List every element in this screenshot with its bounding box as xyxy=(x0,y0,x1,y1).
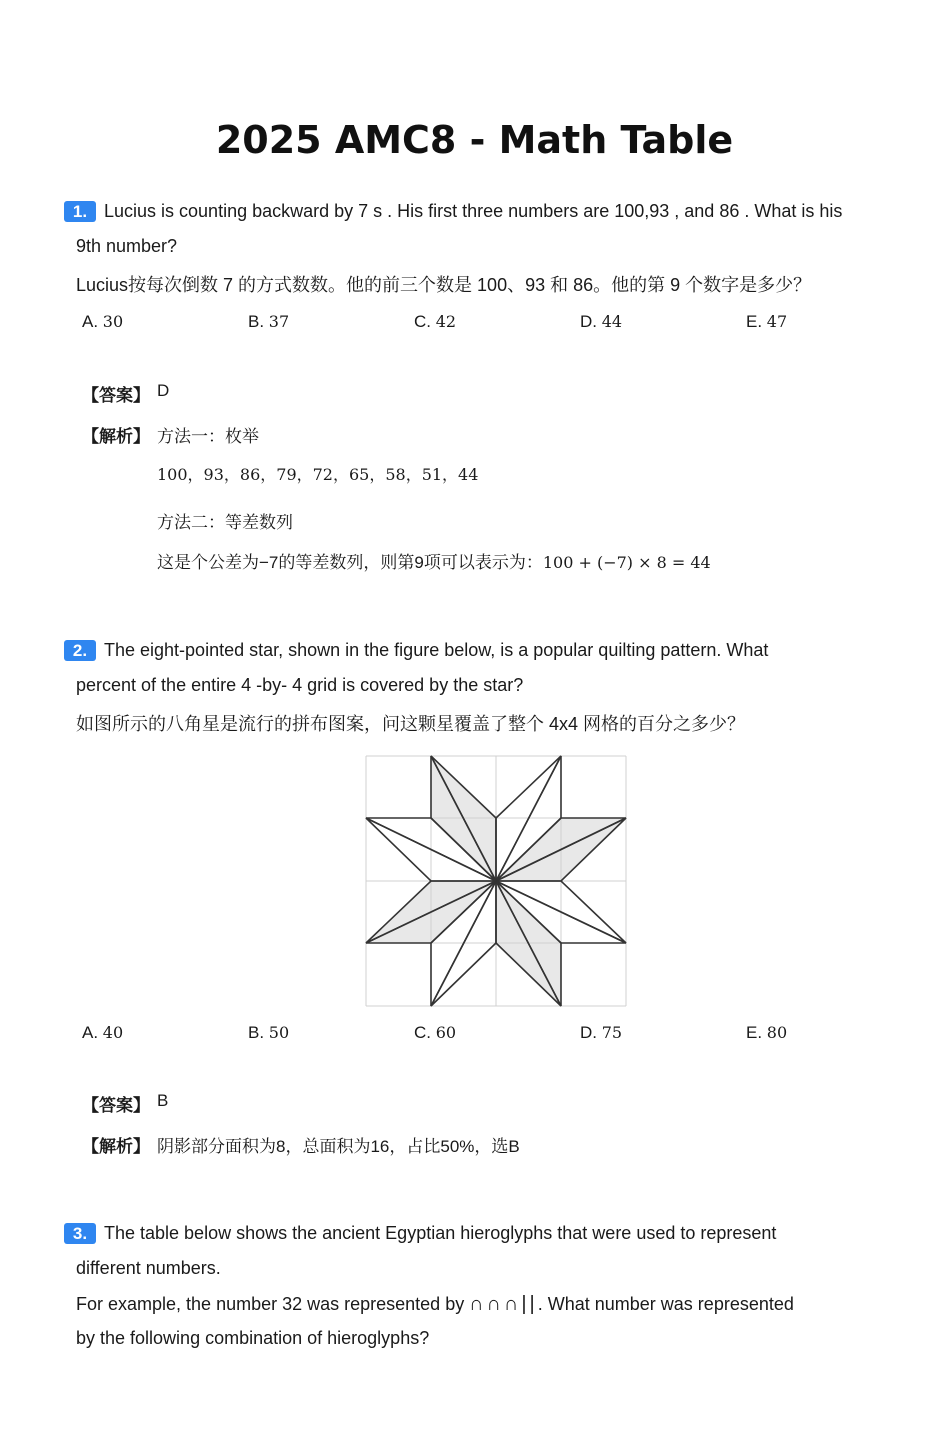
answer-value: D xyxy=(157,381,170,400)
question-number-badge: 3. xyxy=(64,1223,96,1244)
eight-pointed-star-figure xyxy=(360,750,630,1012)
option-a: A. 30 xyxy=(82,312,124,331)
question-number-badge: 1. xyxy=(64,201,96,222)
question-text-zh: 如图所示的八角星是流行的拼布图案，问这颗星覆盖了整个 4x4 网格的百分之多少？ xyxy=(76,714,746,734)
method-one-heading: 方法一：枚举 xyxy=(157,427,259,446)
question-text-example xyxy=(76,1293,794,1316)
hieroglyph-example: ∩∩∩|| xyxy=(469,1293,538,1315)
analysis-text: 阴影部分面积为8，总面积为16，占比50%，选B xyxy=(157,1137,520,1156)
question-text-zh: Lucius按每次倒数 7 的方式数数。他的前三个数是 100、93 和 86。他的第 9 个数字是多少？ xyxy=(76,275,812,295)
example-text-before: For example, the number 32 was represented by xyxy=(76,1294,465,1314)
question-text-en: The table below shows the ancient Egyptian hieroglyphs that were used to represent xyxy=(104,1223,777,1243)
option-d: D. 75 xyxy=(580,1023,623,1042)
answer-value: B xyxy=(157,1091,169,1110)
example-text-after: . What number was represented xyxy=(537,1294,794,1314)
answer-label: 【答案】 xyxy=(82,1096,150,1115)
method-two-formula: 100 + (−7) × 8 = 44 xyxy=(542,553,711,572)
question-text-en: Lucius is counting backward by 7 s . His first three numbers are 100,93 , and 86 . What is his xyxy=(104,201,843,221)
option-b: B. 50 xyxy=(248,1023,290,1042)
option-c: C. 60 xyxy=(414,1023,457,1042)
analysis-label: 【解析】 xyxy=(82,1137,150,1156)
answer-label: 【答案】 xyxy=(82,386,150,405)
question-text-en-cont: by the following combination of hieroglyphs? xyxy=(76,1328,430,1348)
question-text-en-cont: different numbers. xyxy=(76,1258,221,1278)
option-a: A. 40 xyxy=(82,1023,124,1042)
question-text-en-cont: percent of the entire 4 -by- 4 grid is covered by the star? xyxy=(76,675,524,695)
method-two-description: 这是个公差为−7的等差数列，则第9项可以表示为： xyxy=(157,553,543,572)
question-number-badge: 2. xyxy=(64,640,96,661)
page-title: 2025 AMC8 - Math Table xyxy=(215,118,734,162)
method-two-text xyxy=(157,548,711,573)
question-text-en-cont: 9th number? xyxy=(76,236,178,256)
option-e: E. 80 xyxy=(746,1023,788,1042)
question-text-en: The eight-pointed star, shown in the figure below, is a popular quilting pattern. What xyxy=(104,640,769,660)
sequence-list: 100，93，86，79，72，65，58，51，44 xyxy=(157,465,479,484)
option-b: B. 37 xyxy=(248,312,290,331)
option-c: C. 42 xyxy=(414,312,457,331)
analysis-label: 【解析】 xyxy=(82,427,150,446)
method-two-heading: 方法二：等差数列 xyxy=(157,513,293,532)
option-e: E. 47 xyxy=(746,312,788,331)
option-d: D. 44 xyxy=(580,312,623,331)
